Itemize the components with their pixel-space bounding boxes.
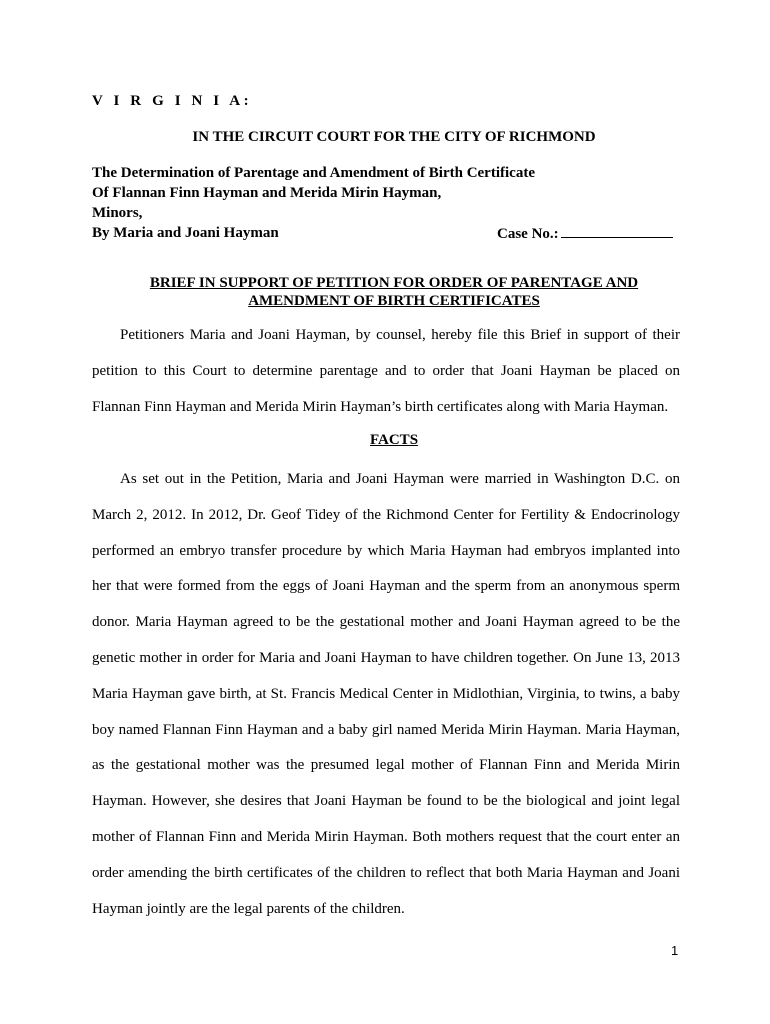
caption-line: By Maria and Joani Hayman <box>92 225 279 241</box>
facts-line: Maria Hayman gave birth, at St. Francis Medical Center in Midlothian, Virginia, to twins, a baby <box>92 685 680 702</box>
facts-line: genetic mother in order for Maria and Joani Hayman to have children together. On June 13, 2013 <box>92 649 680 666</box>
venue-heading: V I R G I N I A: <box>92 93 253 109</box>
case-number-field <box>497 223 673 243</box>
intro-paragraph <box>92 318 680 425</box>
facts-paragraph <box>92 462 680 927</box>
court-heading: IN THE CIRCUIT COURT FOR THE CITY OF RICHMOND <box>192 129 596 145</box>
intro-line: Petitioners Maria and Joani Hayman, by counsel, hereby file this Brief in support of their <box>120 327 680 343</box>
caption-line: Of Flannan Finn Hayman and Merida Mirin Hayman, <box>92 185 442 201</box>
facts-line: order amending the birth certificates of the children to reflect that both Maria Hayman and Joani <box>92 864 680 881</box>
facts-line: mother of Flannan Finn and Merida Mirin Hayman. Both mothers request that the court enter an <box>92 828 680 845</box>
brief-title <box>0 274 770 310</box>
facts-line: March 2, 2012. In 2012, Dr. Geof Tidey of the Richmond Center for Fertility & Endocrinology <box>92 506 680 523</box>
intro-line: petition to this Court to determine parentage and to order that Joani Hayman be placed on <box>92 362 680 379</box>
case-caption <box>92 163 535 243</box>
caption-line: Minors, <box>92 205 143 221</box>
case-number-label: Case No.: <box>497 226 559 242</box>
facts-line: performed an embryo transfer procedure by which Maria Hayman had embryos implanted into <box>92 542 680 559</box>
page-number: 1 <box>671 943 679 958</box>
intro-line: Flannan Finn Hayman and Merida Mirin Hayman’s birth certificates along with Maria Hayman. <box>92 398 669 415</box>
facts-line: As set out in the Petition, Maria and Joani Hayman were married in Washington D.C. on <box>120 471 680 487</box>
facts-line: Hayman. However, she desires that Joani Hayman be found to be the biological and joint legal <box>92 793 680 810</box>
facts-line: Hayman jointly are the legal parents of the children. <box>92 900 405 917</box>
facts-line: donor. Maria Hayman agreed to be the gestational mother and Joani Hayman agreed to be the <box>92 614 680 631</box>
facts-line: as the gestational mother was the presumed legal mother of Flannan Finn and Merida Mirin <box>92 757 680 774</box>
brief-title-line: BRIEF IN SUPPORT OF PETITION FOR ORDER OF PARENTAGE AND <box>149 275 639 291</box>
caption-line: The Determination of Parentage and Amendment of Birth Certificate <box>92 165 535 181</box>
brief-title-line: AMENDMENT OF BIRTH CERTIFICATES <box>248 293 540 309</box>
case-number-blank <box>561 223 673 238</box>
facts-line: boy named Flannan Finn Hayman and a baby girl named Merida Mirin Hayman. Maria Hayman, <box>92 721 680 738</box>
facts-heading: FACTS <box>369 432 419 448</box>
facts-line: her that were formed from the eggs of Joani Hayman and the sperm from an anonymous sperm <box>92 578 680 595</box>
